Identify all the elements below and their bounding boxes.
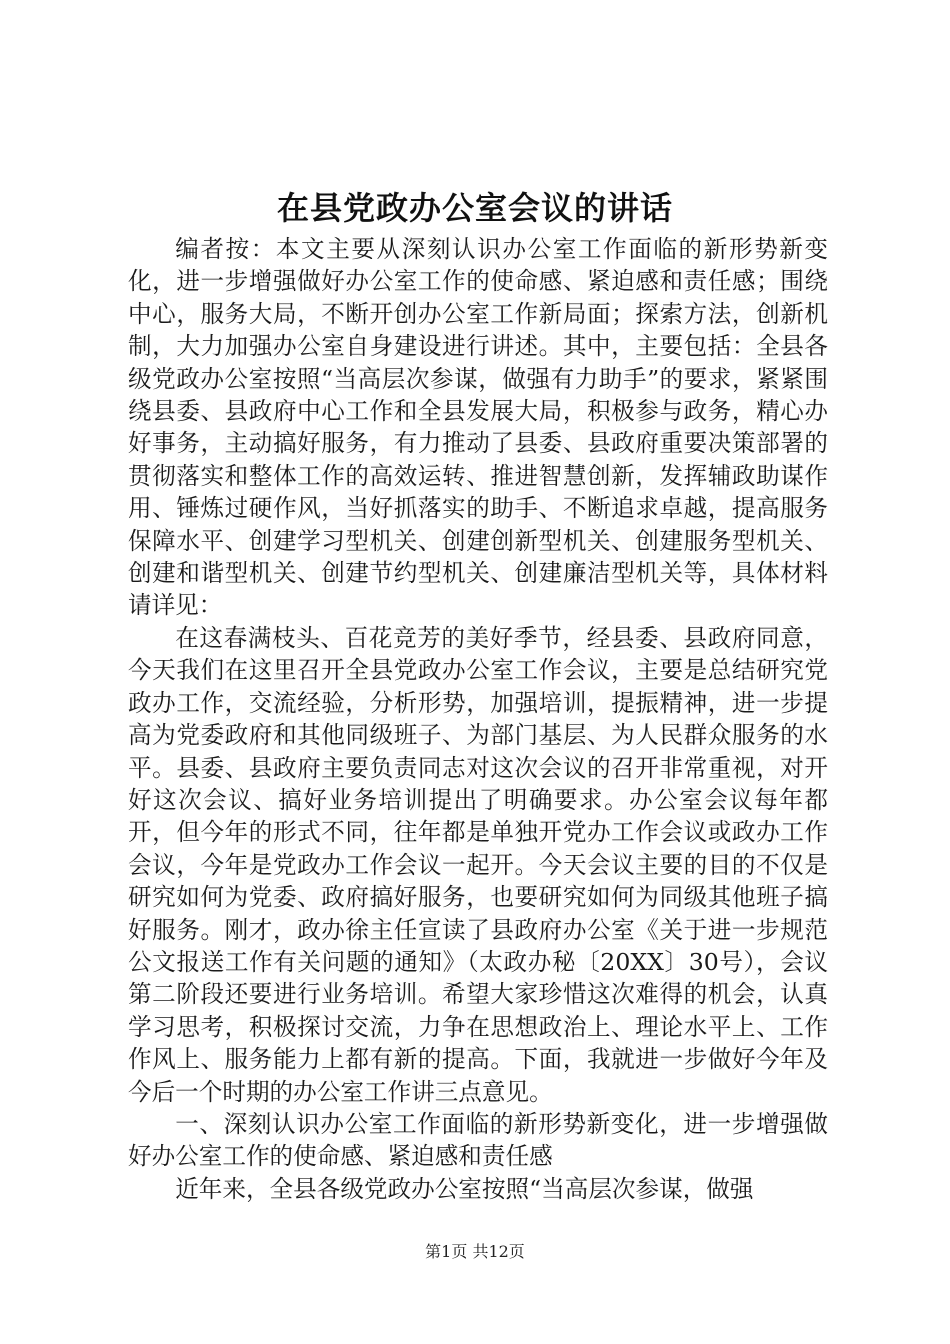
paragraph-section-1: 近年来，全县各级党政办公室按照“当高层次参谋，做强 (175, 1174, 754, 1203)
paragraph-opening: 在这春满枝头、百花竞芳的美好季节，经县委、县政府同意，今天我们在这里召开全县党政办公室工作会议，主要是总结研究党政办工作，交流经验，分析形势，加强培训，提振精神，进一步提高为党委政府和其他同级班子、为部门基层、为人民群众服务的水平。县委、县政府主要负责同志对这次会议的召开非常重视，对开好这次会议、搞好业务培训提出了明确要求。办公室会议每年都开，但今年的形式不同，往年都是单独开党办工作会议或政办工作会议，今年是党政办工作会议一起开。今天会议主要的目的不仅是研究如何为党委、政府搞好服务，也要研究如何为同级其他班子搞好服务。刚才，政办徐主任宣读了县政府办公室《关于进一步规范公文报送工作有关问题的通知》（太政办秘〔20XX〕30号），会议第二阶段还要进行业务培训。希望大家珍惜这次难得的机会，认真学习思考，积极探讨交流，力争在思想政治上、理论水平上、工作作风上、服务能力上都有新的提高。下面，我就进一步做好今年及今后一个时期的办公室工作讲三点意见。 (128, 623, 828, 1106)
paragraph-editor-note: 编者按：本文主要从深刻认识办公室工作面临的新形势新变化，进一步增强做好办公室工作的使命感、紧迫感和责任感；围绕中心，服务大局，不断开创办公室工作新局面；探索方法，创新机制，大力加强办公室自身建设进行讲述。其中，主要包括：全县各级党政办公室按照“当高层次参谋，做强有力助手”的要求，紧紧围绕县委、县政府中心工作和全县发展大局，积极参与政务，精心办好事务，主动搞好服务，有力推动了县委、县政府重要决策部署的贯彻落实和整体工作的高效运转、推进智慧创新，发挥辅政助谋作用、锤炼过硬作风，当好抓落实的助手、不断追求卓越，提高服务保障水平、创建学习型机关、创建创新型机关、创建服务型机关、创建和谐型机关、创建节约型机关、创建廉洁型机关等，具体材料请详见： (128, 235, 828, 620)
section-heading-1: 一、深刻认识办公室工作面临的新形势新变化，进一步增强做好办公室工作的使命感、紧迫感和责任感 (128, 1109, 828, 1171)
document-title: 在县党政办公室会议的讲话 (276, 189, 673, 227)
document-body (128, 233, 828, 1205)
page-number-footer: 第1页 共12页 (425, 1242, 525, 1261)
